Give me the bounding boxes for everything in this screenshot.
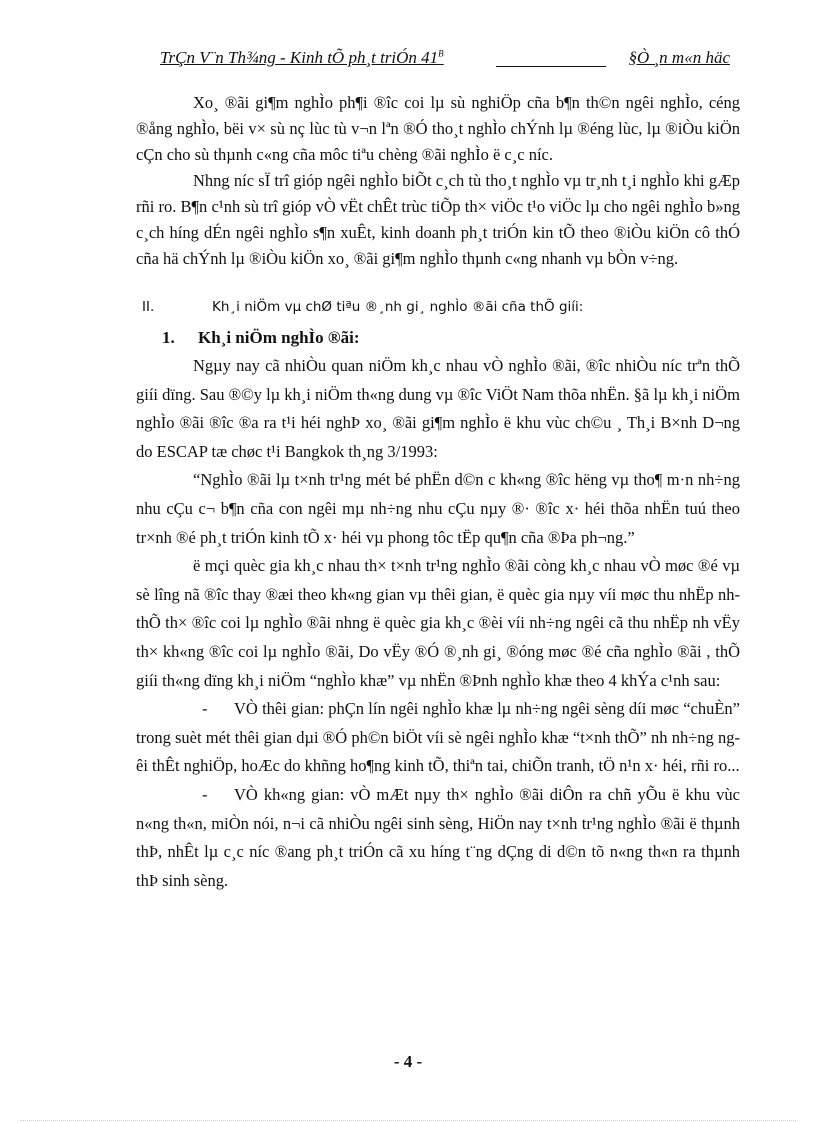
page-number: - 4 - xyxy=(393,1052,423,1071)
subsection-title: Kh¸i niÖm nghÌo ®ãi: xyxy=(198,328,360,347)
subsection-number: 1. xyxy=(162,328,175,347)
page-bottom-divider xyxy=(20,1120,796,1121)
header-author-course: TrÇn V¨n Th¾ng - Kinh tÕ ph¸t triÓn $41^B$ xyxy=(160,48,444,67)
header-rule xyxy=(496,66,606,67)
document-body xyxy=(136,90,740,895)
section-title: Kh¸i niÖm vµ chØ tiªu ®¸nh gi¸ nghÌo ®ãi cña thÕ giíi: xyxy=(212,299,584,315)
section-number: II. xyxy=(142,299,155,315)
section-heading xyxy=(136,296,740,320)
page-header xyxy=(160,48,730,70)
bullet-text: VÒ thêi gian: phÇn lín ngêi nghÌo khæ lµ nh÷ng ngêi sèng díi møc “chuÈn” trong suèt mét thêi gian dµi ®Ó ph©n biÖt víi sè ngêi nghÌo khæ “t×nh thÕ” nh nh÷ng ngêi thÊt nghiÖp, hoÆc do khñng ho¶ng kinh tÕ, thiªn tai, chiÕn tranh, tÖ n¹n x· héi, rñi ro... xyxy=(136,699,740,776)
header-document-type: §Ò ¸n m«n häc xyxy=(628,48,730,67)
bullet-item: - VÒ kh«ng gian: vÒ mÆt nµy th× nghÌo ®ãi diÔn ra chñ yÕu ë khu vùc n«ng th«n, miÒn nói, n¬i cã nhiÒu ngêi sinh sèng, HiÖn nay t×nh tr¹ng nghÌo ®ãi ë thµnh thÞ, nhÊt lµ c¸c níc ®ang ph¸t triÓn cã xu híng t¨ng dÇng di d©n tõ n«ng th«n ra thµnh thÞ sinh sèng. xyxy=(136,784,740,890)
bullet-text: VÒ kh«ng gian: vÒ mÆt nµy th× nghÌo ®ãi diÔn ra chñ yÕu ë khu vùc n«ng th«n, miÒn nói, n¬i cã nhiÒu ngêi sinh sèng, HiÖn nay t×nh tr¹ng nghÌo ®ãi ë thµnh thÞ, nhÊt lµ c¸c níc ®ang ph¸t triÓn cã xu híng t¨ng dÇng di d©n tõ n«ng th«n ra thµnh thÞ sinh sèng. xyxy=(136,784,740,890)
quote-paragraph: “NghÌo ®ãi lµ t×nh tr¹ng mét bé phËn d©n c kh«ng ®îc hëng vµ tho¶ m·n nh÷ng nhu cÇu c¬ b¶n cña con ngêi mµ nh÷ng nhu cÇu nµy ®· ®îc x· héi thõa nhËn tuú theo tr×nh ®é ph¸t triÓn kinh tÕ x· héi vµ phong tôc tËp qu¶n cña ®Þa ph¬ng.” xyxy=(136,470,740,547)
paragraph: ë mçi quèc gia kh¸c nhau th× t×nh tr¹ng nghÌo ®ãi còng kh¸c nhau vÒ møc ®é vµ sè lîng nã ®îc thay ®æi theo kh«ng gian vµ thêi gian, ë quèc gia nµy víi møc thu nhËp nh thÕ th× ®îc coi lµ nghÌo ®ãi nhng ë quèc gia kh¸c ®èi víi nh÷ng ngêi cã thu nhËp nh vËy th× kh«ng ®îc coi lµ nghÌo ®ãi, Do vËy ®Ó ®¸nh gi¸ ®óng møc ®é cña nghÌo ®ãi , thÕ giíi th«ng dïng kh¸i niÖm “nghÌo khæ” vµ nhËn ®Þnh nghÌo khæ theo 4 khÝa c¹nh sau: xyxy=(136,556,740,690)
bullet-item: - VÒ thêi gian: phÇn lín ngêi nghÌo khæ lµ nh÷ng ngêi sèng díi møc “chuÈn” trong suèt mét thêi gian dµi ®Ó ph©n biÖt víi sè ngêi nghÌo khæ “t×nh thÕ” nh nh÷ng ngêi thÊt nghiÖp, hoÆc do khñng ho¶ng kinh tÕ, thiªn tai, chiÕn tranh, tÖ n¹n x· héi, rñi ro... xyxy=(136,699,740,776)
subsection-heading xyxy=(136,324,740,352)
header-superscript: B xyxy=(438,48,444,59)
paragraph: Xo¸ ®ãi gi¶m nghÌo ph¶i ®îc coi lµ sù nghiÖp cña b¶n th©n ngêi nghÌo, céng ®ång nghÌo, bëi v× sù nç lùc tù v¬n lªn ®Ó tho¸t nghÌo chÝnh lµ ®éng lùc, lµ ®iÒu kiÖn cÇn cho sù thµnh c«ng cña môc tiªu chèng ®ãi nghÌo ë c¸c níc. xyxy=(136,93,740,164)
paragraph: Nhng níc sÏ trî gióp ngêi nghÌo biÕt c¸ch tù tho¸t nghÌo vµ tr¸nh t¸i nghÌo khi gÆp rñi ro. B¶n c¹nh sù trî gióp vÒ vËt chÊt trùc tiÕp th× viÖc t¹o viÖc lµ cho ngêi nghÌo b»ng c¸ch híng dÉn ngêi nghÌo s¶n xuÊt, kinh doanh ph¸t triÓn kin tÕ theo ®iÒu kiÖn cô thÓ cña hä chÝnh lµ ®iÒu kiÖn xo¸ ®ãi gi¶m nghÌo thµnh c«ng nhanh vµ bÒn v÷ng. xyxy=(136,171,740,268)
paragraph: Ngµy nay cã nhiÒu quan niÖm kh¸c nhau vÒ nghÌo ®ãi, ®îc nhiÒu níc trªn thÕ giíi dïng. Sau ®©y lµ kh¸i niÖm th«ng dung vµ ®îc ViÖt Nam thõa nhËn. §ã lµ kh¸i niÖm nghÌo ®ãi ®îc ®a ra t¹i héi nghÞ xo¸ ®ãi gi¶m nghÌo ë khu vùc ch©u ¸ Th¸i B×nh D¬ng do ESCAP tæ chøc t¹i Bangkok th¸ng 3/1993: xyxy=(136,356,740,461)
